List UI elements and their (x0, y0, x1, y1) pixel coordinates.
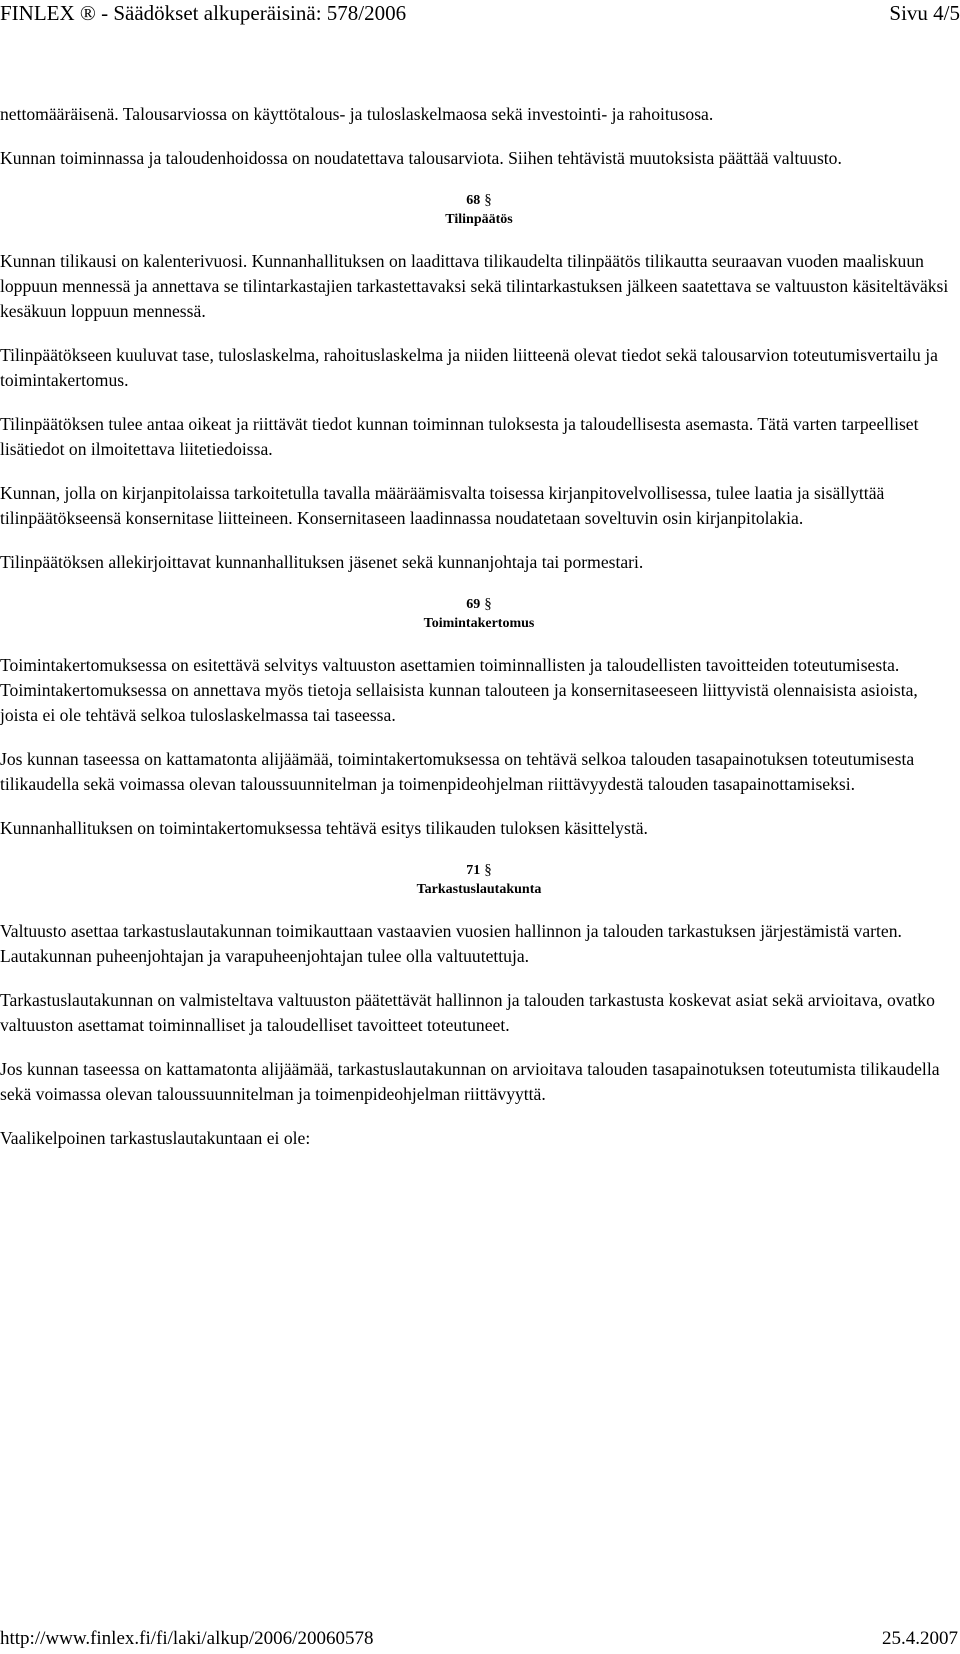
section-sign: § (484, 862, 492, 878)
paragraph: Kunnanhallituksen on toimintakertomuksessa tehtävä esitys tilikauden tuloksen käsittelystä. (0, 818, 648, 838)
section-heading-69 (0, 594, 958, 634)
section-heading-68 (0, 190, 958, 230)
paragraph: Tilinpäätöksen allekirjoittavat kunnanhallituksen jäsenet sekä kunnanjohtaja tai pormestari. (0, 552, 644, 572)
section-number: 71 § (466, 862, 492, 878)
paragraph: Vaalikelpoinen tarkastuslautakuntaan ei ole: (0, 1128, 311, 1148)
paragraph: Jos kunnan taseessa on kattamatonta alijäämää, toimintakertomuksessa on tehtävä selkoa talouden tasapainotuksen toteutumisesta tilikaudella sekä voimassa olevan taloussuunnitelman ja toimenpideohjelman riittävyydestä talouden tasapainottamiseksi. (0, 749, 915, 794)
section-sign: § (484, 192, 492, 208)
paragraph: Kunnan toiminnassa ja taloudenhoidossa on noudatettava talousarviota. Siihen tehtävistä muutoksista päättää valtuusto. (0, 148, 842, 168)
section-heading-71 (0, 860, 958, 900)
section-title: Tilinpäätös (445, 212, 513, 227)
document-body (0, 102, 958, 1170)
page-number: Sivu 4/5 (889, 1, 960, 25)
paragraph: Toimintakertomuksessa on esitettävä selvitys valtuuston asettamien toiminnallisten ja taloudellisten tavoitteiden toteutumisesta. Toimintakertomuksessa on annettava myös tietoja sellaisista kunnan talouteen ja konsernitaseeseen liittyvistä olennaisista asioista, joista ei ole tehtävä selkoa tuloslaskelmassa tai taseessa. (0, 655, 918, 725)
paragraph: nettomääräisenä. Talousarviossa on käyttötalous- ja tuloslaskelmaosa sekä investointi- ja rahoitusosa. (0, 104, 714, 124)
section-title: Toimintakertomus (423, 616, 535, 631)
section-sign: § (484, 596, 492, 612)
page-header (0, 0, 960, 30)
paragraph: Tilinpäätökseen kuuluvat tase, tuloslaskelma, rahoituslaskelma ja niiden liitteenä olevat tiedot sekä talousarvion toteutumisvertailu ja toimintakertomus. (0, 345, 938, 390)
section-number: 68 § (466, 192, 492, 208)
paragraph: Tarkastuslautakunnan on valmisteltava valtuuston päätettävät hallinnon ja talouden tarkastusta koskevat asiat sekä arvioitava, ovatko valtuuston asettamat toiminnalliset ja taloudelliset tavoitteet toteutuneet. (0, 990, 935, 1035)
document-title: FINLEX ® - Säädökset alkuperäisinä: 578/2006 (0, 1, 407, 25)
paragraph: Tilinpäätöksen tulee antaa oikeat ja riittävät tiedot kunnan toiminnan tuloksesta ja taloudellisesta asemasta. Tätä varten tarpeelliset lisätiedot on ilmoitettava liitetiedoissa. (0, 414, 919, 459)
section-number: 69 § (466, 596, 492, 612)
source-url: http://www.finlex.fi/fi/laki/alkup/2006/20060578 (0, 1628, 374, 1649)
paragraph: Kunnan, jolla on kirjanpitolaissa tarkoitetulla tavalla määräämisvalta toisessa kirjanpitovelvollisessa, tulee laatia ja sisällyttää tilinpäätökseensä konsernitase liitteineen. Konsernitaseen laadinnassa noudatetaan soveltuvin osin kirjanpitolakia. (0, 483, 885, 528)
paragraph: Jos kunnan taseessa on kattamatonta alijäämää, tarkastuslautakunnan on arvioitava talouden tasapainotuksen toteutumista tilikaudella sekä voimassa olevan taloussuunnitelman ja toimenpideohjelman riittävyyttä. (0, 1059, 940, 1104)
paragraph: Valtuusto asettaa tarkastuslautakunnan toimikauttaan vastaavien vuosien hallinnon ja talouden tarkastuksen järjestämistä varten. Lautakunnan puheenjohtajan ja varapuheenjohtajan tulee olla valtuutettuja. (0, 921, 902, 966)
paragraph: Kunnan tilikausi on kalenterivuosi. Kunnanhallituksen on laadittava tilikaudelta tilinpäätös tilikautta seuraavan vuoden maaliskuun loppuun mennessä ja annettava se tilintarkastajien tarkastettavaksi sekä tilintarkastuksen jälkeen saatettava se valtuuston käsiteltäväksi kesäkuun loppuun mennessä. (0, 251, 949, 321)
page-footer (0, 1625, 960, 1654)
section-title: Tarkastuslautakunta (416, 882, 542, 897)
print-date: 25.4.2007 (882, 1628, 958, 1649)
